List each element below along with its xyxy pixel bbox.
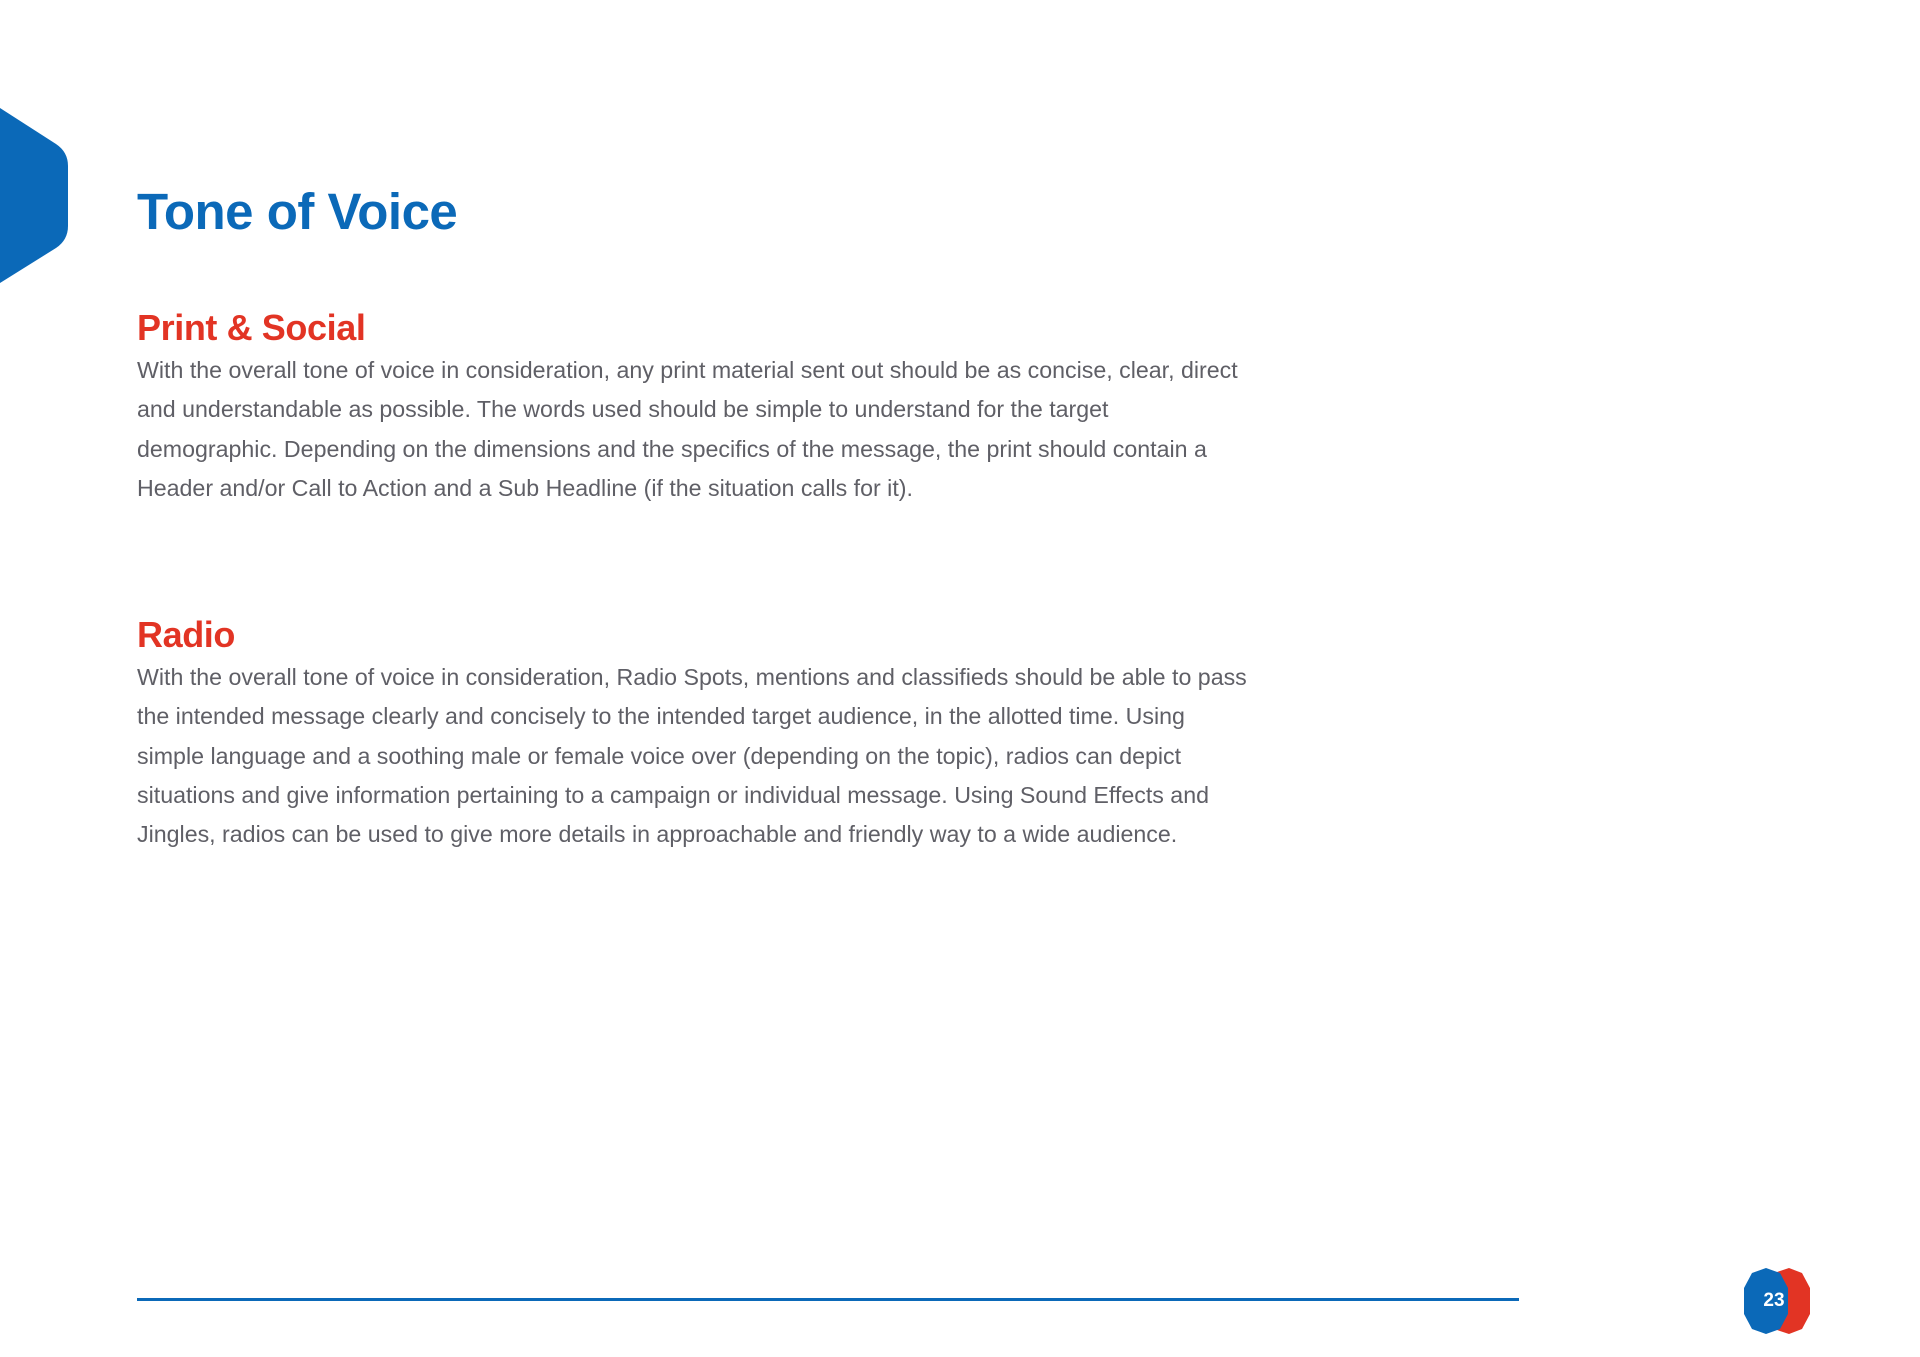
section-heading-radio: Radio [137,614,236,655]
corner-hexagon-icon [0,108,68,283]
section-print-social [137,305,1247,508]
section-body-radio: With the overall tone of voice in consideration, Radio Spots, mentions and classifieds should be able to pass the intended message clearly and concisely to the intended target audience, in the allotted time. Using simple language and a soothing male or female voice over (depending on the topic), radios can depict situations and give information pertaining to a campaign or individual message. Using Sound Effects and Jingles, radios can be used to give more details in approachable and friendly way to a wide audience. [137,664,1247,848]
page-title: Tone of Voice [137,183,458,240]
section-body-print-social: With the overall tone of voice in consideration, any print material sent out should be as concise, clear, direct and understandable as possible. The words used should be simple to understand for the target demographic. Depending on the dimensions and the specifics of the message, the print should contain a Header and/or Call to Action and a Sub Headline (if the situation calls for it). [137,357,1238,501]
footer-rule [137,1298,1519,1301]
page-number-badge [1744,1268,1834,1334]
section-radio [137,612,1247,854]
section-heading-print-social: Print & Social [137,307,366,348]
page-number: 23 [1763,1290,1785,1311]
